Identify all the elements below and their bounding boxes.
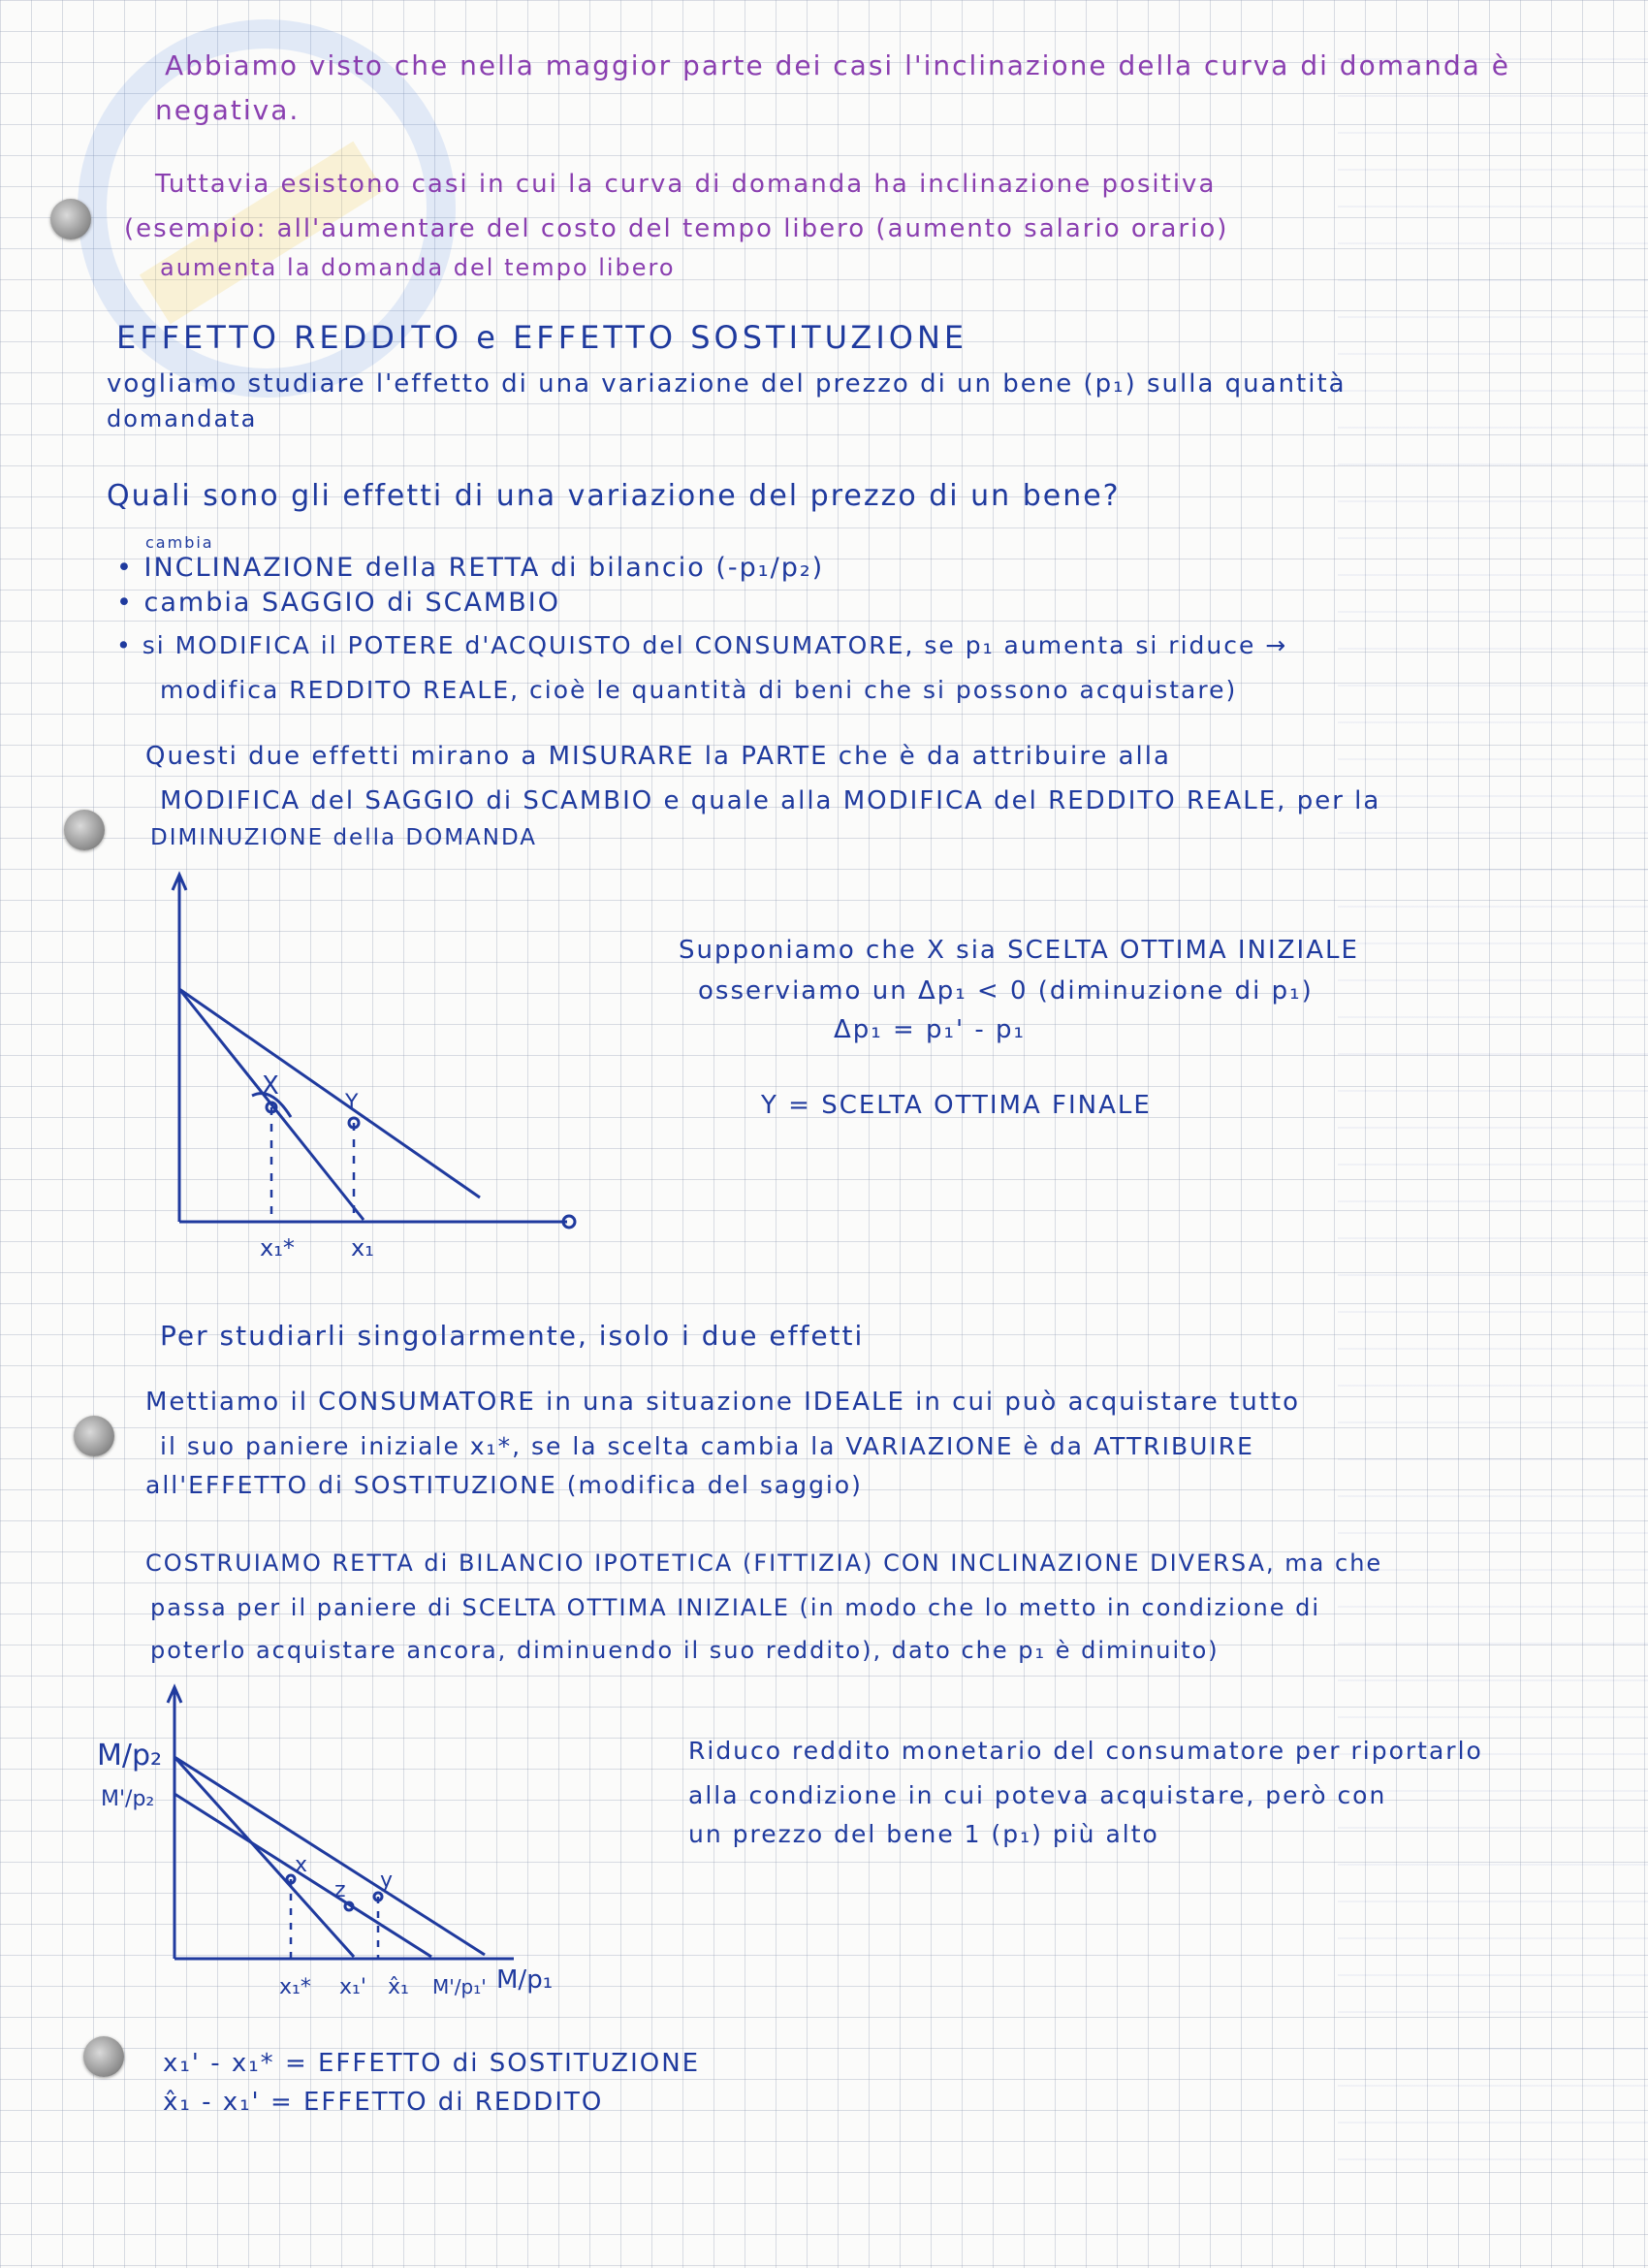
graph2-label-y: y bbox=[380, 1869, 394, 1893]
graph2-tick-b: x₁' bbox=[339, 1975, 366, 1999]
graph1-note-1: Supponiamo che X sia SCELTA OTTIMA INIZIALE bbox=[679, 936, 1359, 965]
tuttavia-line-1: Tuttavia esistono casi in cui la curva di domanda ha inclinazione positiva bbox=[155, 170, 1217, 199]
binder-hole bbox=[83, 2036, 124, 2077]
question: Quali sono gli effetti di una variazione del prezzo di un bene? bbox=[107, 479, 1121, 513]
graph2-label-y-top: M/p₂ bbox=[97, 1739, 163, 1773]
graph2-tick-e: M/p₁ bbox=[496, 1965, 554, 1995]
section-title: EFFETTO REDDITO e EFFETTO SOSTITUZIONE bbox=[116, 319, 968, 356]
graph2-label-x: x bbox=[295, 1853, 308, 1877]
graph-1 bbox=[136, 863, 591, 1270]
graph2-note-3: un prezzo del bene 1 (p₁) più alto bbox=[688, 1820, 1159, 1848]
tuttavia-line-3: aumenta la domanda del tempo libero bbox=[160, 254, 676, 281]
graph1-note-3: Δp₁ = p₁' - p₁ bbox=[834, 1015, 1026, 1044]
graph1-budget-initial bbox=[179, 989, 364, 1220]
isolo-line: Per studiarli singolarmente, isolo i due effetti bbox=[160, 1320, 865, 1352]
bullet-3: • si MODIFICA il POTERE d'ACQUISTO del CONSUMATORE, se p₁ aumenta si riduce → bbox=[116, 631, 1288, 659]
graph2-budget-final bbox=[174, 1757, 485, 1955]
formula-sostituzione: x₁' - x₁* = EFFETTO di SOSTITUZIONE bbox=[163, 2049, 701, 2078]
studio-line-2: domandata bbox=[107, 405, 258, 432]
intro-line-1: Abbiamo visto che nella maggior parte dei casi l'inclinazione della curva di domanda è bbox=[165, 49, 1510, 81]
binder-hole bbox=[50, 199, 91, 240]
bullet-4: modifica REDDITO REALE, cioè le quantità di beni che si possono acquistare) bbox=[160, 676, 1238, 704]
graph2-label-y-mid: M'/p₂ bbox=[101, 1787, 155, 1811]
graph1-label-y: Y bbox=[345, 1091, 359, 1115]
bullet-prefix: cambia bbox=[145, 533, 214, 552]
graph1-tick-a: x₁* bbox=[260, 1234, 295, 1262]
studio-line-1: vogliamo studiare l'effetto di una variazione del prezzo di un bene (p₁) sulla quantità bbox=[107, 369, 1347, 399]
graph2-tick-a: x₁* bbox=[279, 1975, 311, 1999]
graph2-note-2: alla condizione in cui poteva acquistare, però con bbox=[688, 1781, 1387, 1809]
graph2-budget-initial bbox=[174, 1757, 354, 1957]
mettiamo-line-2: il suo paniere iniziale x₁*, se la scelta cambia la VARIAZIONE è da ATTRIBUIRE bbox=[160, 1432, 1254, 1460]
graph2-tick-d: M'/p₁' bbox=[432, 1975, 487, 1998]
misurare-line-3: DIMINUZIONE della DOMANDA bbox=[150, 825, 538, 850]
graph1-label-x: X bbox=[262, 1071, 279, 1101]
intro-line-2: negativa. bbox=[155, 94, 301, 126]
tuttavia-line-2: (esempio: all'aumentare del costo del tempo libero (aumento salario orario) bbox=[124, 214, 1229, 243]
misurare-line-2: MODIFICA del SAGGIO di SCAMBIO e quale alla MODIFICA del REDDITO REALE, per la bbox=[160, 786, 1381, 815]
graph1-note-4: Y = SCELTA OTTIMA FINALE bbox=[761, 1091, 1152, 1120]
bullet-2: • cambia SAGGIO di SCAMBIO bbox=[116, 588, 560, 618]
binder-hole bbox=[74, 1416, 114, 1456]
graph1-note-2: osserviamo un Δp₁ < 0 (diminuzione di p₁) bbox=[698, 976, 1314, 1006]
formula-reddito: x̂₁ - x₁' = EFFETTO di REDDITO bbox=[163, 2088, 604, 2117]
graph1-budget-final bbox=[179, 989, 480, 1198]
binder-hole bbox=[64, 810, 105, 850]
misurare-line-1: Questi due effetti mirano a MISURARE la PARTE che è da attribuire alla bbox=[145, 742, 1171, 771]
costruiamo-line-3: poterlo acquistare ancora, diminuendo il suo reddito), dato che p₁ è diminuito) bbox=[150, 1637, 1220, 1664]
mettiamo-line-1: Mettiamo il CONSUMATORE in una situazione IDEALE in cui può acquistare tutto bbox=[145, 1388, 1301, 1417]
graph-2 bbox=[97, 1668, 601, 2036]
costruiamo-line-2: passa per il paniere di SCELTA OTTIMA INIZIALE (in modo che lo metto in condizione di bbox=[150, 1594, 1320, 1621]
graph2-point-z bbox=[345, 1902, 353, 1910]
mettiamo-line-3: all'EFFETTO di SOSTITUZIONE (modifica del saggio) bbox=[145, 1471, 863, 1499]
bullet-1: • INCLINAZIONE della RETTA di bilancio (-p₁/p₂) bbox=[116, 553, 825, 583]
graph2-tick-c: x̂₁ bbox=[388, 1975, 409, 1999]
bleed-through bbox=[1338, 58, 1648, 2191]
graph1-tick-b: x₁ bbox=[351, 1234, 374, 1262]
graph2-label-z: z bbox=[334, 1878, 346, 1902]
costruiamo-line-1: COSTRUIAMO RETTA di BILANCIO IPOTETICA (FITTIZIA) CON INCLINAZIONE DIVERSA, ma che bbox=[145, 1549, 1383, 1577]
graph2-note-1: Riduco reddito monetario del consumatore per riportarlo bbox=[688, 1737, 1483, 1765]
